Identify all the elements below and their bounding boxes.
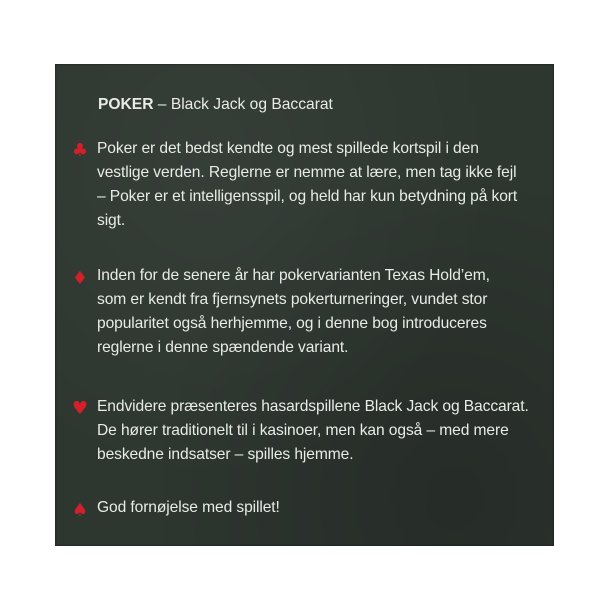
book-back-cover <box>55 64 554 546</box>
paragraph-4-line-1: God fornøjelse med spillet! <box>97 499 280 516</box>
heart-icon: ♥ <box>71 398 89 419</box>
diamond-icon: ♦ <box>71 268 89 289</box>
paragraph-1-line-3: – Poker er et intelligensspil, og held har kun betydning på kort <box>97 188 518 205</box>
title-dash: – <box>153 96 171 113</box>
paragraph-1 <box>97 137 537 233</box>
paragraph-2-line-3: popularitet også herhjemme, og i denne bog introduceres <box>97 315 487 332</box>
title-bold: POKER <box>98 96 154 113</box>
title-rest: Black Jack og Baccarat <box>170 96 333 113</box>
paragraph-1-line-2: vestlige verden. Reglerne er nemme at lære, men tag ikke fejl <box>97 164 517 181</box>
page-title <box>98 94 333 116</box>
paragraph-3-line-2: De hører traditionelt til i kasinoer, men kan også – med mere <box>97 422 509 439</box>
paragraph-4 <box>97 496 537 520</box>
spade-icon: ♠ <box>71 500 89 521</box>
paragraph-2-line-4: reglerne i denne spændende variant. <box>97 339 349 356</box>
paragraph-3 <box>97 395 537 467</box>
paragraph-3-line-3: beskedne indsatser – spilles hjemme. <box>97 446 354 463</box>
paragraph-1-line-4: sigt. <box>97 212 126 229</box>
paragraph-2 <box>97 264 537 360</box>
paragraph-2-line-2: som er kendt fra fjernsynets pokerturneringer, vundet stor <box>97 291 488 308</box>
paragraph-3-line-1: Endvidere præsenteres hasardspillene Black Jack og Baccarat. <box>97 398 529 415</box>
paragraph-1-line-1: Poker er det bedst kendte og mest spillede kortspil i den <box>97 140 479 157</box>
club-icon: ♣ <box>71 140 89 161</box>
paragraph-2-line-1: Inden for de senere år har pokervarianten Texas Hold’em, <box>97 267 490 284</box>
